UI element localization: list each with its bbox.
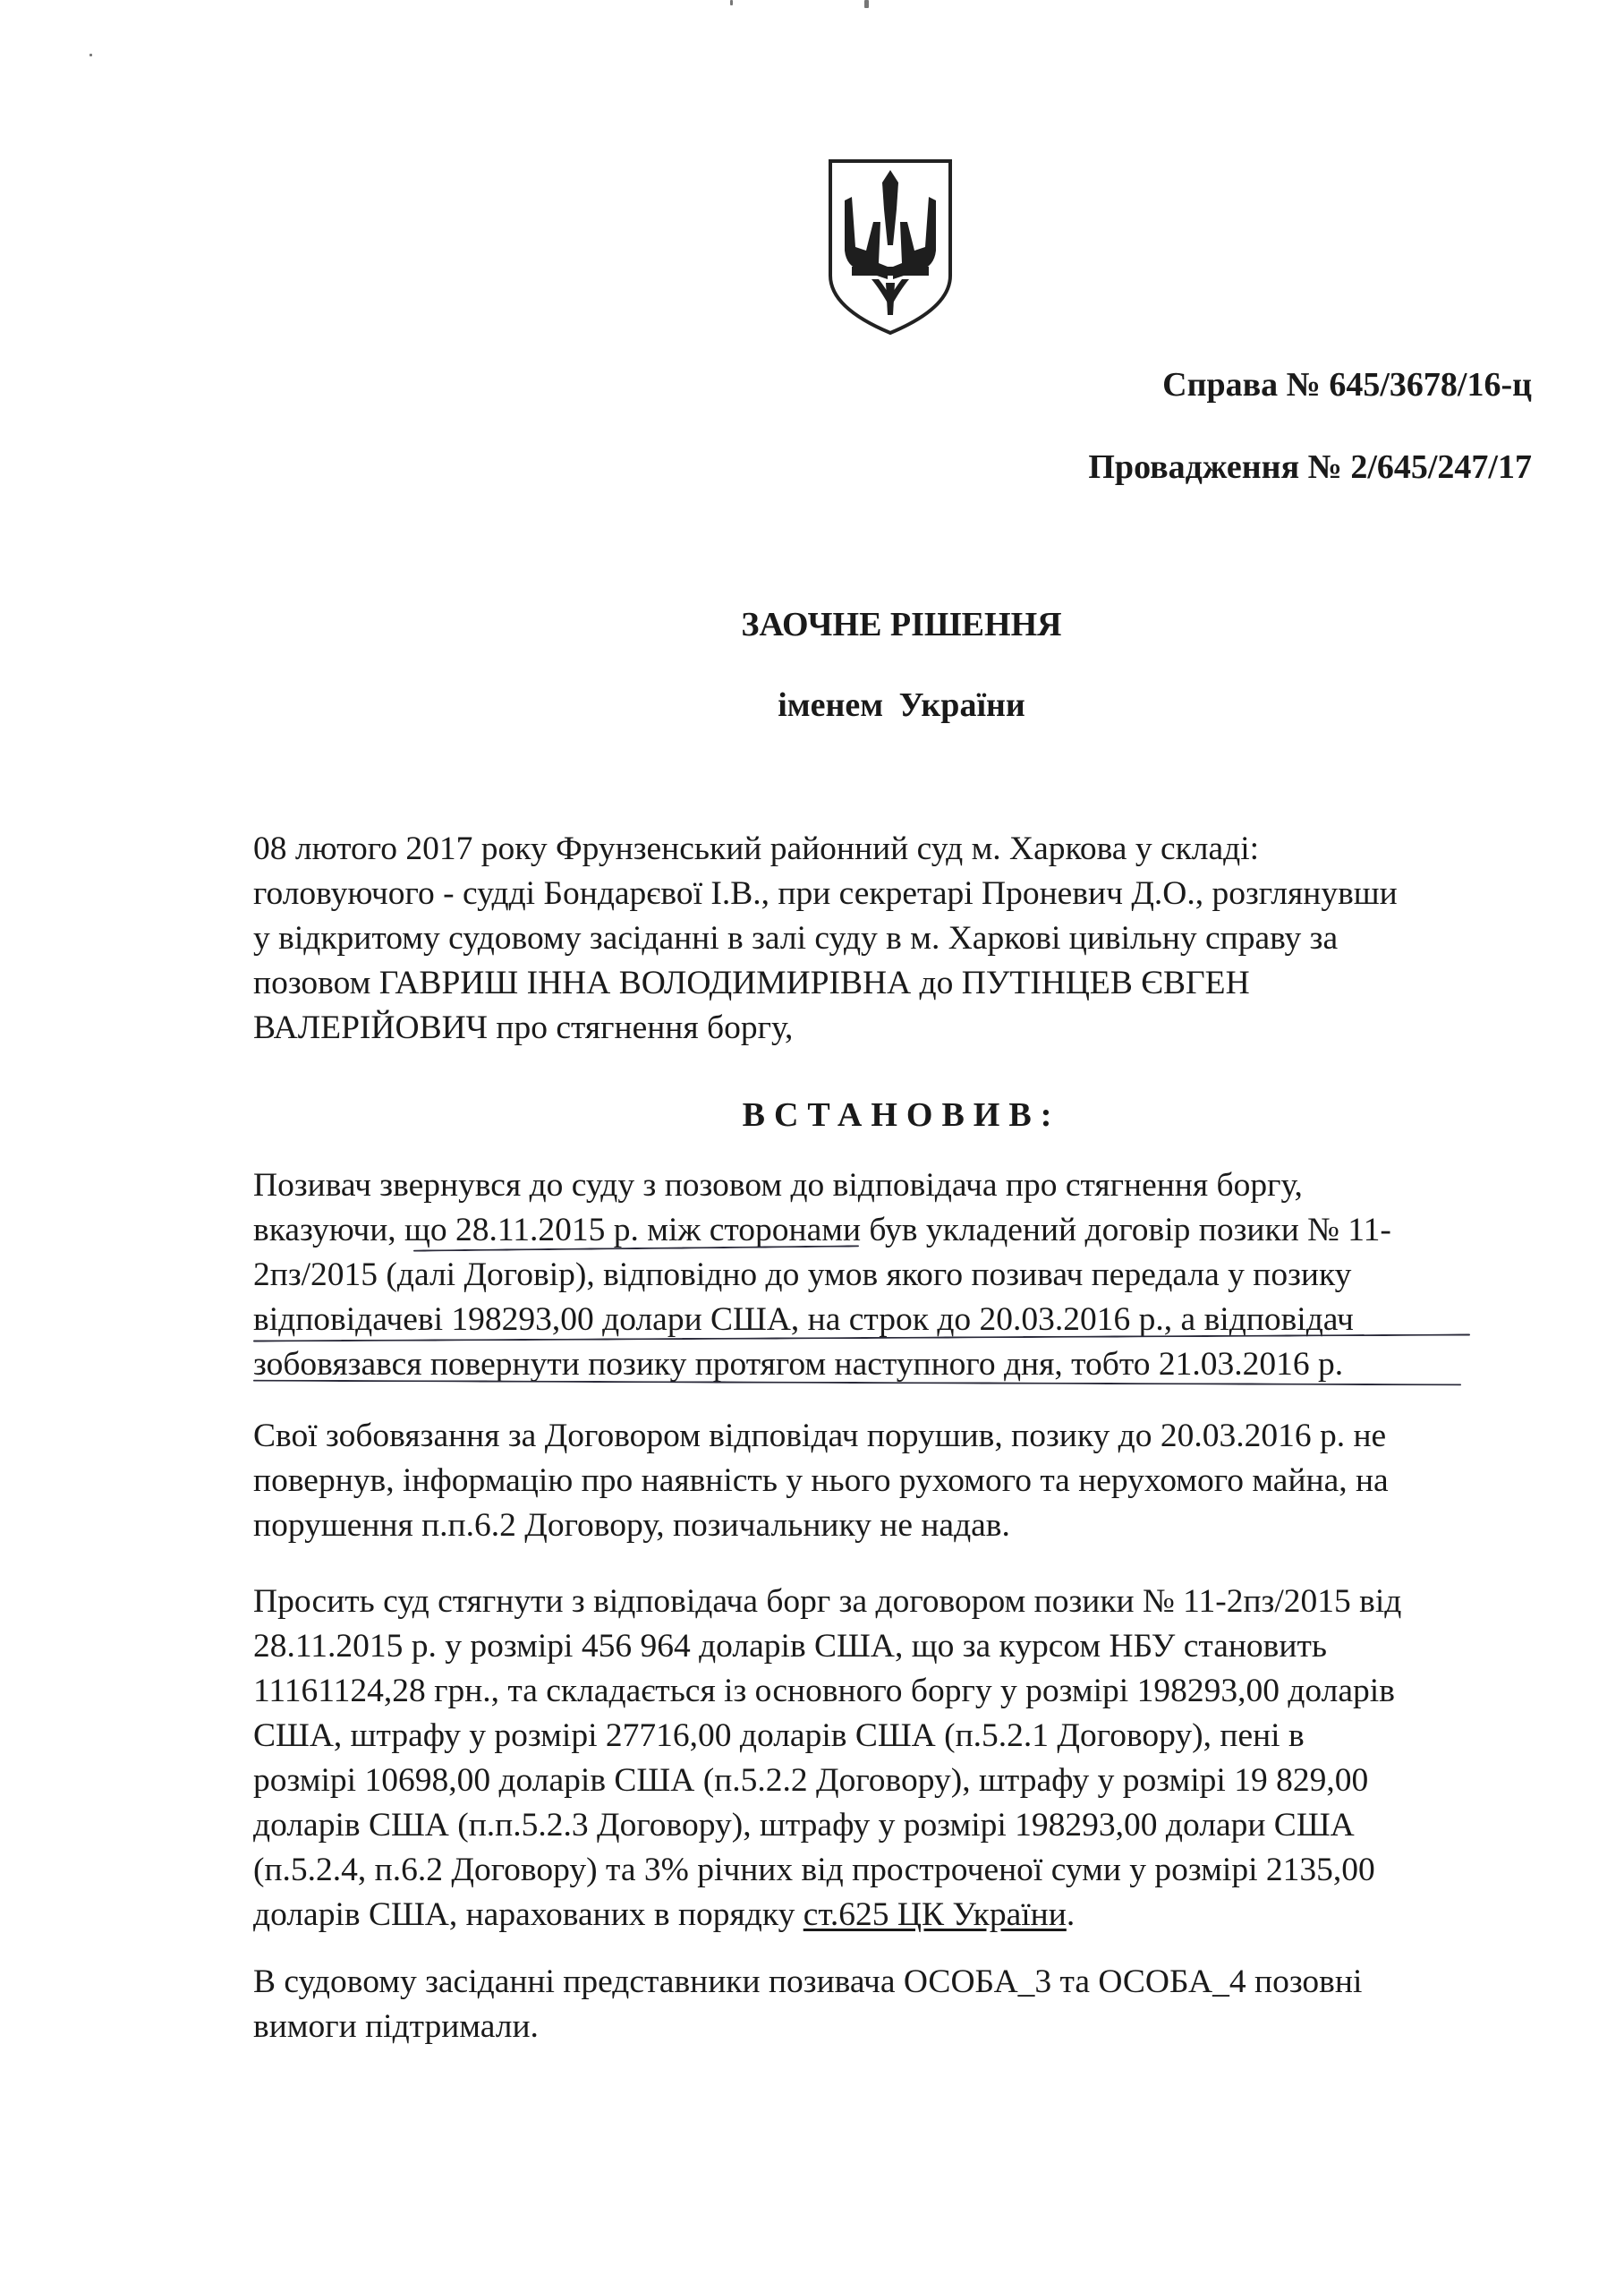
document-subtitle: іменем України	[778, 686, 1025, 724]
paragraph-line: Просить суд стягнути з відповідача борг за договором позики № 11-2пз/2015 від	[253, 1583, 1402, 1620]
paragraph-line: повернув, інформацію про наявність у нього рухомого та нерухомого майна, на	[253, 1462, 1389, 1499]
paragraph-line: (п.5.2.4, п.6.2 Договору) та 3% річних від простроченої суми у розмірі 2135,00	[253, 1852, 1375, 1888]
violation-paragraph	[253, 1414, 1524, 1548]
scan-speck	[730, 0, 733, 5]
paragraph-text: .	[1066, 1896, 1076, 1933]
paragraph-text: доларів США, нарахованих в порядку	[253, 1896, 803, 1933]
paragraph-line: Свої зобовязання за Договором відповідач порушив, позику до 20.03.2016 р. не	[253, 1418, 1387, 1454]
law-reference-link[interactable]: ст.625 ЦК України	[803, 1896, 1067, 1933]
paragraph-last-line	[253, 1893, 1524, 1938]
paragraph-line: відповідачеві 198293,00 долари США, на строк до 20.03.2016 р., а відповідач	[253, 1301, 1354, 1338]
paragraph-line: 2пз/2015 (далі Договір), відповідно до умов якого позивач передала у позику	[253, 1256, 1352, 1293]
scan-speck	[864, 0, 869, 8]
paragraph-line: США, штрафу у розмірі 27716,00 доларів США (п.5.2.1 Договору), пені в	[253, 1717, 1305, 1754]
paragraph-line: порушення п.п.6.2 Договору, позичальнику не надав.	[253, 1507, 1010, 1544]
paragraph-line: 11161124,28 грн., та складається із основного боргу у розмірі 198293,00 доларів	[253, 1673, 1395, 1709]
paragraph-line: розмірі 10698,00 доларів США (п.5.2.2 Договору), штрафу у розмірі 19 829,00	[253, 1762, 1369, 1799]
proceeding-number: Провадження № 2/645/247/17	[1088, 448, 1532, 486]
coat-of-arms-emblem	[825, 158, 956, 336]
case-number: Справа № 645/3678/16-ц	[1162, 366, 1532, 404]
intro-paragraph	[253, 827, 1524, 1051]
intro-line: у відкритому судовому засіданні в залі суду в м. Харкові цивільну справу за	[253, 920, 1339, 957]
established-heading: ВСТАНОВИВ:	[742, 1096, 1061, 1134]
request-paragraph	[253, 1580, 1524, 1938]
scan-speck	[89, 54, 92, 56]
paragraph-line: доларів США (п.п.5.2.3 Договору), штрафу у розмірі 198293,00 долари США	[253, 1807, 1355, 1844]
paragraph-line: вказуючи, що 28.11.2015 р. між сторонами був укладений договір позики № 11-	[253, 1212, 1391, 1248]
intro-line: головуючого - судді Бондарєвої І.В., при секретарі Проневич Д.О., розглянувши	[253, 875, 1398, 912]
paragraph-line: 28.11.2015 р. у розмірі 456 964 доларів США, що за курсом НБУ становить	[253, 1628, 1327, 1665]
claim-paragraph	[253, 1163, 1524, 1387]
paragraph-line: В судовому засіданні представники позивача ОСОБА_3 та ОСОБА_4 позовні	[253, 1963, 1363, 2000]
hearing-paragraph	[253, 1960, 1524, 2049]
intro-line: ВАЛЕРІЙОВИЧ про стягнення боргу,	[253, 1009, 794, 1046]
paragraph-line: зобовязався повернути позику протягом наступного дня, тобто 21.03.2016 р.	[253, 1346, 1344, 1383]
intro-line: 08 лютого 2017 року Фрунзенський районний суд м. Харкова у складі:	[253, 830, 1260, 867]
paragraph-line: Позивач звернувся до суду з позовом до відповідача про стягнення боргу,	[253, 1167, 1303, 1204]
paragraph-line: вимоги підтримали.	[253, 2008, 539, 2045]
intro-line: позовом ГАВРИШ ІННА ВОЛОДИМИРІВНА до ПУТІНЦЕВ ЄВГЕН	[253, 965, 1250, 1001]
document-title: ЗАОЧНЕ РІШЕННЯ	[741, 606, 1062, 643]
